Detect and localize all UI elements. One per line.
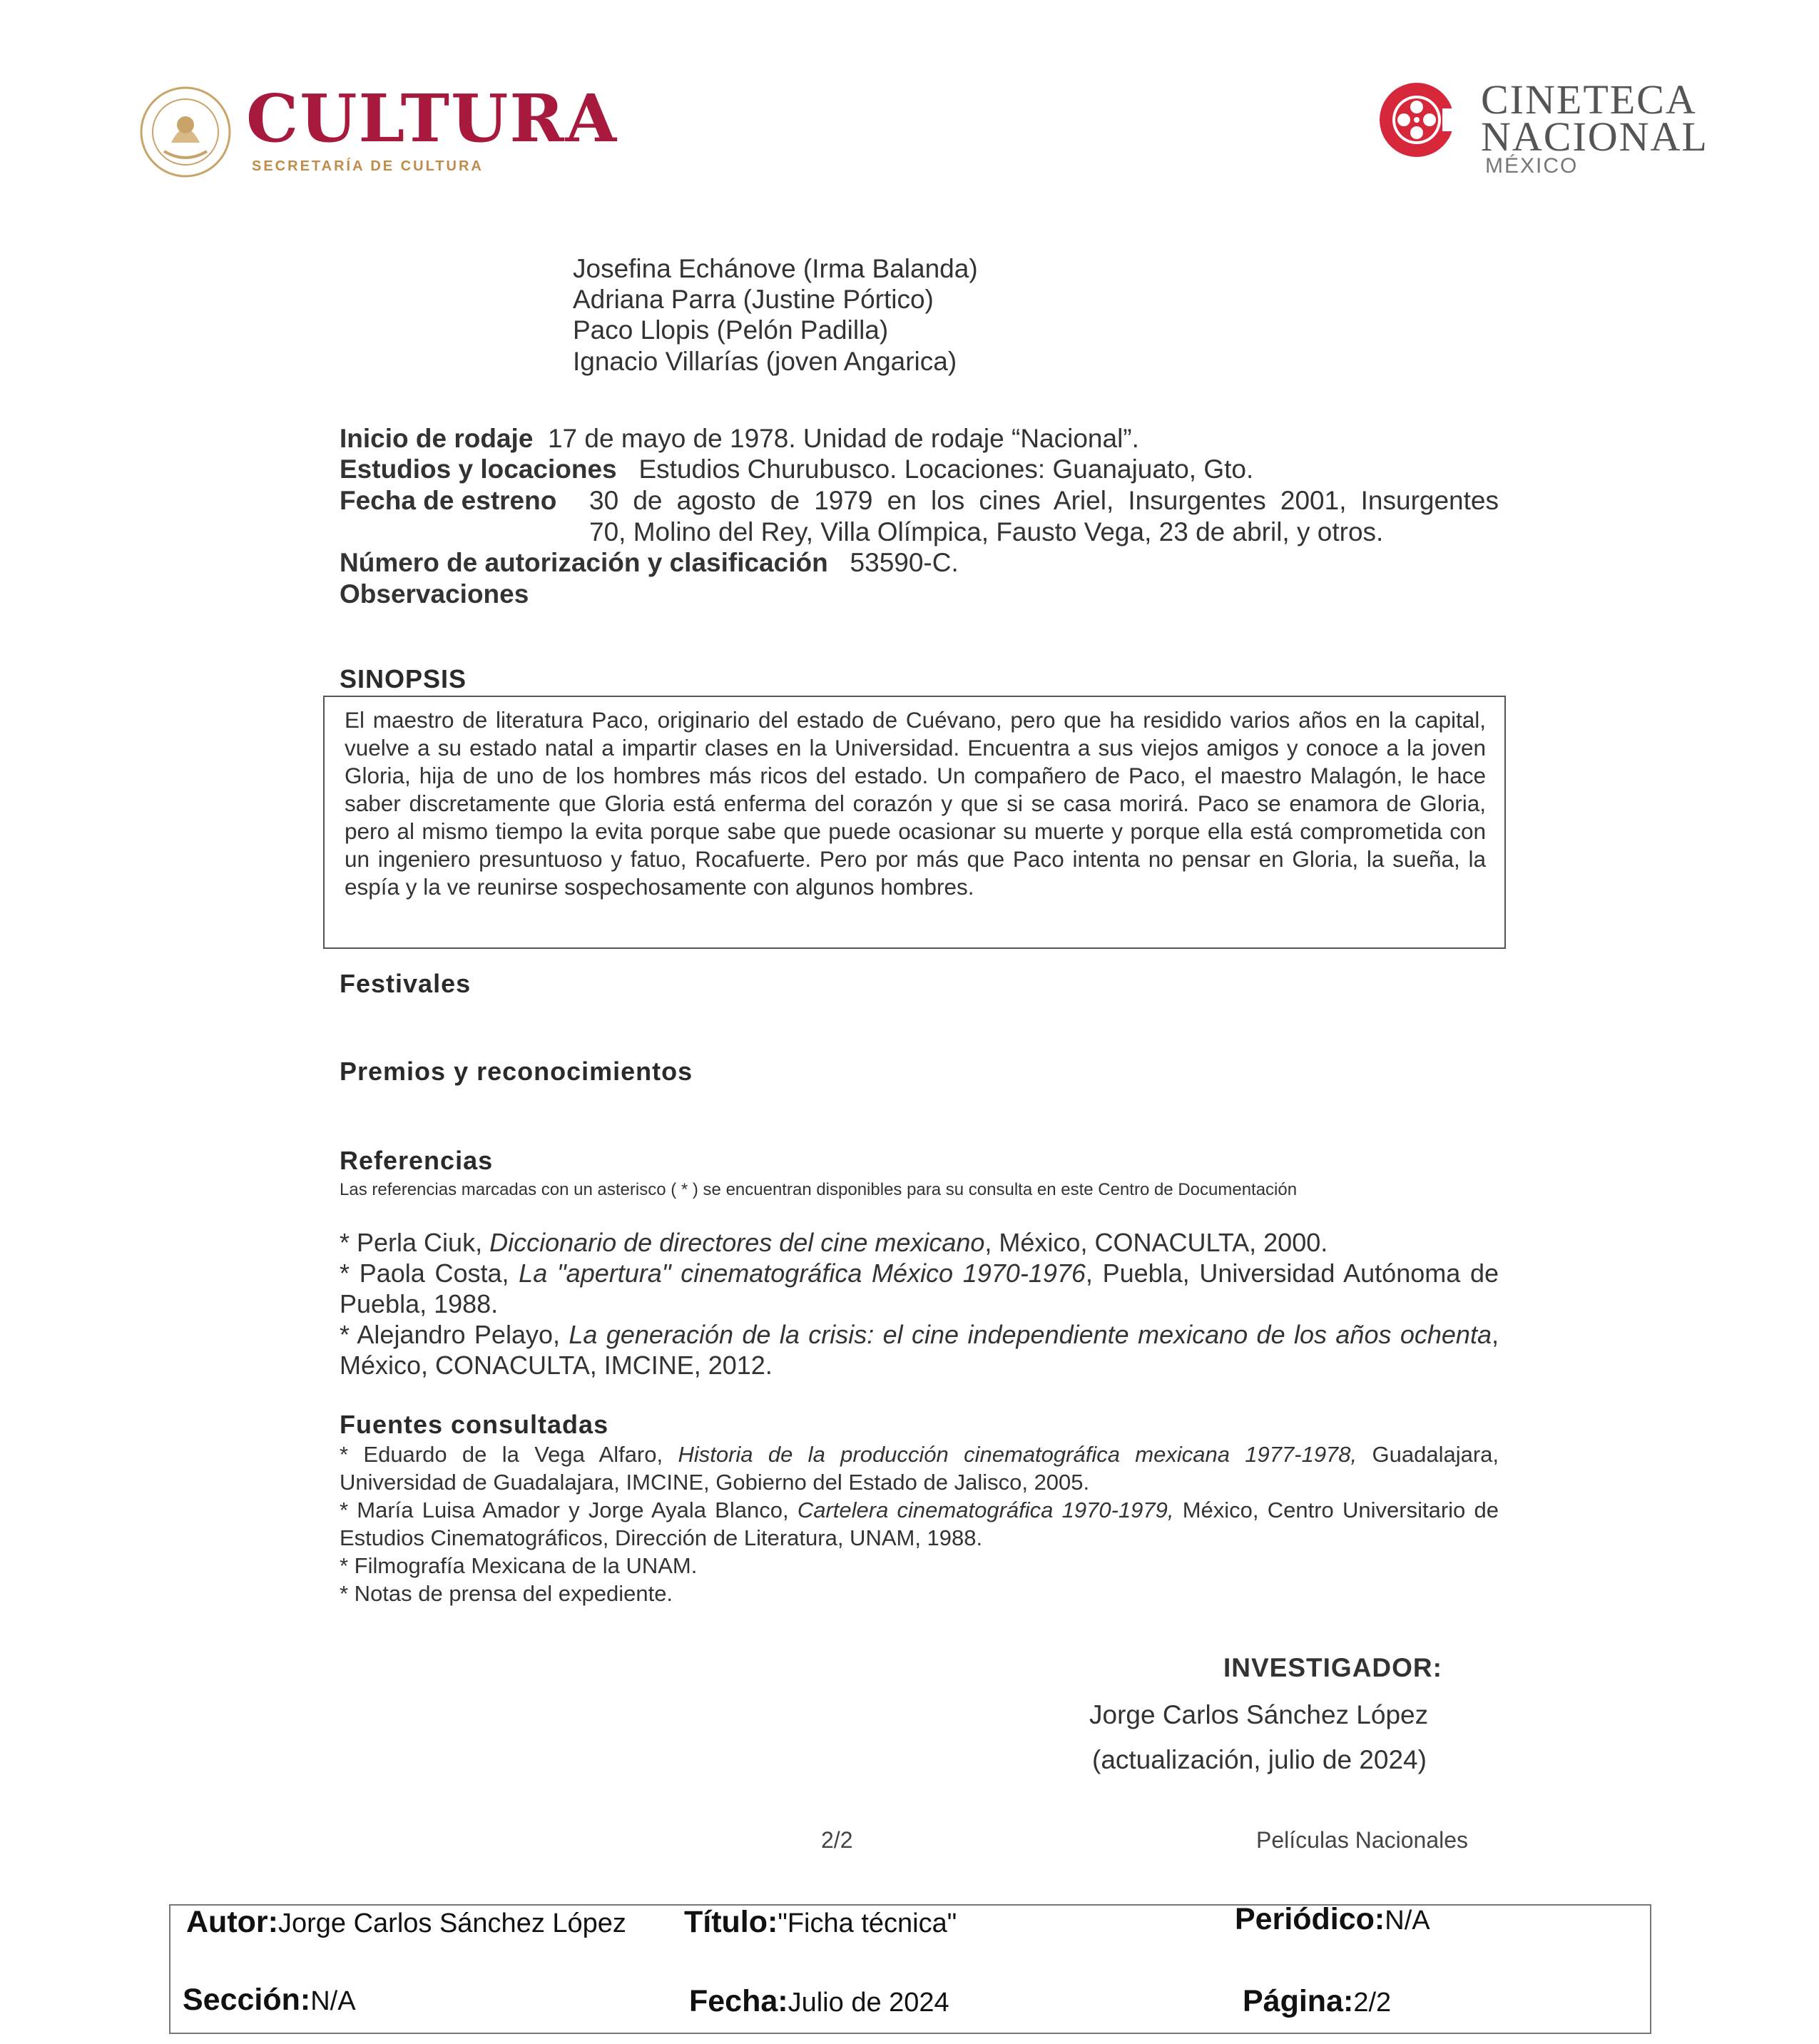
reference-item [340,1258,1499,1319]
cast-item: Paco Llopis (Pelón Padilla) [573,315,889,345]
record-value: Jorge Carlos Sánchez López [277,1908,626,1938]
source-publication: México, Centro Universitario de Estudios Cinematográficos, Dirección de Literatura, UNAM, 1988. [340,1498,1499,1550]
source-title: Historia de la producción cinematográfica mexicana 1977-1978, [678,1442,1357,1467]
source-item: * Filmografía Mexicana de la UNAM. [340,1553,698,1578]
record-fecha [689,1984,949,2019]
detail-label: Fecha de estreno [340,486,557,515]
source-title: Cartelera cinematográfica 1970-1979, [797,1498,1174,1522]
record-autor [186,1905,626,1940]
referencias-heading: Referencias [340,1146,494,1175]
record-value: N/A [310,1986,356,2016]
detail-autorizacion [340,548,959,578]
cultura-subtitle: SECRETARÍA DE CULTURA [252,158,484,174]
detail-estudios [340,454,1253,484]
page-number: 2/2 [821,1827,853,1853]
reference-author: * Alejandro Pelayo, [340,1320,569,1349]
cineteca-wordmark-line2: NACIONAL [1481,113,1708,160]
source-publication: Guadalajara, Universidad de Guadalajara, IMCINE, Gobierno del Estado de Jalisco, 2005. [340,1442,1499,1495]
source-item: * Notas de prensa del expediente. [340,1581,673,1606]
record-label: Periódico: [1235,1902,1385,1936]
detail-value: 30 de agosto de 1979 en los cines Ariel, Insurgentes 2001, Insurgentes [589,486,1499,515]
page-section: Películas Nacionales [1256,1827,1469,1853]
detail-observaciones-label: Observaciones [340,579,529,609]
record-value: Julio de 2024 [788,1988,949,2018]
record-label: Sección: [183,1983,311,2017]
reference-publication: , Puebla, Universidad Autónoma de Puebla, 1988. [340,1259,1499,1318]
cineteca-wordmark-line3: MÉXICO [1485,154,1579,178]
reference-title: Diccionario de directores del cine mexicano [489,1228,985,1257]
record-label: Página: [1243,1984,1354,2018]
cast-item: Adriana Parra (Justine Pórtico) [573,285,934,314]
detail-label: Número de autorización y clasificación [340,548,828,577]
page-header [0,0,1819,214]
reference-title: La "apertura" cinematográfica México 1970-1976 [519,1259,1086,1288]
investigador-label: INVESTIGADOR: [1223,1653,1442,1682]
fuentes-heading: Fuentes consultadas [340,1410,609,1439]
sinopsis-text: El maestro de literatura Paco, originario del estado de Cuévano, pero que ha residido varios años en la capital, vuelve a su estado natal a impartir clases en la Universidad. Encuentra a sus viejos amigos y conoce a la joven Gloria, hija de uno de los hombres más ricos del estado. Un compañero de Paco, el maestro Malagón, le hace saber discretamente que Gloria está enferma del corazón y que si se casa morirá. Paco se enamora de Gloria, pero al mismo tiempo la evita porque sabe que puede ocasionar su muerte y porque ella está comprometida con un ingeniero presuntuoso y fatuo, Rocafuerte. Pero por más que Paco intenta no pensar en Gloria, la sueña, la espía y la ve reunirse sospechosamente con algunos hombres. [345,707,1486,900]
reference-author: * Paola Costa, [340,1259,519,1288]
detail-label: Inicio de rodaje [340,424,534,453]
detail-value: Estudios Churubusco. Locaciones: Guanajuato, Gto. [638,454,1254,484]
source-author: * Eduardo de la Vega Alfaro, [340,1442,678,1467]
reference-title: La generación de la crisis: el cine independiente mexicano de los años ochenta [569,1320,1492,1349]
premios-heading: Premios y reconocimientos [340,1057,693,1086]
detail-value: 53590-C. [850,548,959,577]
source-author: * María Luisa Amador y Jorge Ayala Blanco, [340,1498,798,1522]
investigador-name: Jorge Carlos Sánchez López [1089,1700,1429,1729]
detail-value: 70, Molino del Rey, Villa Olímpica, Fausto Vega, 23 de abril, y otros. [589,517,1384,546]
detail-estreno [340,486,556,516]
record-label: Fecha: [689,1984,788,2018]
record-label: Título: [684,1905,778,1939]
cast-item: Ignacio Villarías (joven Angarica) [573,347,957,376]
record-value: 2/2 [1353,1988,1392,2018]
detail-label: Estudios y locaciones [340,454,617,484]
record-titulo [684,1905,957,1940]
sinopsis-heading: SINOPSIS [340,664,467,693]
festivales-heading: Festivales [340,969,472,998]
cultura-title: CULTURA [246,80,618,157]
reference-item [340,1319,1499,1381]
cast-item: Josefina Echánove (Irma Balanda) [573,254,978,283]
investigador-update: (actualización, julio de 2024) [1092,1745,1427,1774]
record-pagina [1243,1984,1391,2019]
reference-item [340,1227,1499,1258]
cineteca-film-reel-icon [1377,80,1457,160]
record-label: Autor: [186,1905,278,1939]
source-item [340,1440,1499,1496]
record-value: "Ficha técnica" [778,1908,957,1938]
record-seccion [183,1983,356,2018]
referencias-note: Las referencias marcadas con un asterisco ( * ) se encuentran disponibles para su consulta en este Centro de Documentación [340,1180,1298,1199]
mexican-seal-icon [139,86,232,178]
record-periodico [1235,1902,1430,1937]
detail-value: 17 de mayo de 1978. Unidad de rodaje “Nacional”. [547,424,1139,453]
source-item [340,1496,1499,1552]
cineteca-wordmark-line1: CINETECA [1481,76,1697,123]
reference-publication: , México, CONACULTA, IMCINE, 2012. [340,1320,1499,1380]
reference-publication: , México, CONACULTA, 2000. [984,1228,1328,1257]
detail-inicio [340,424,1139,454]
reference-author: * Perla Ciuk, [340,1228,490,1257]
record-value: N/A [1385,1906,1430,1936]
